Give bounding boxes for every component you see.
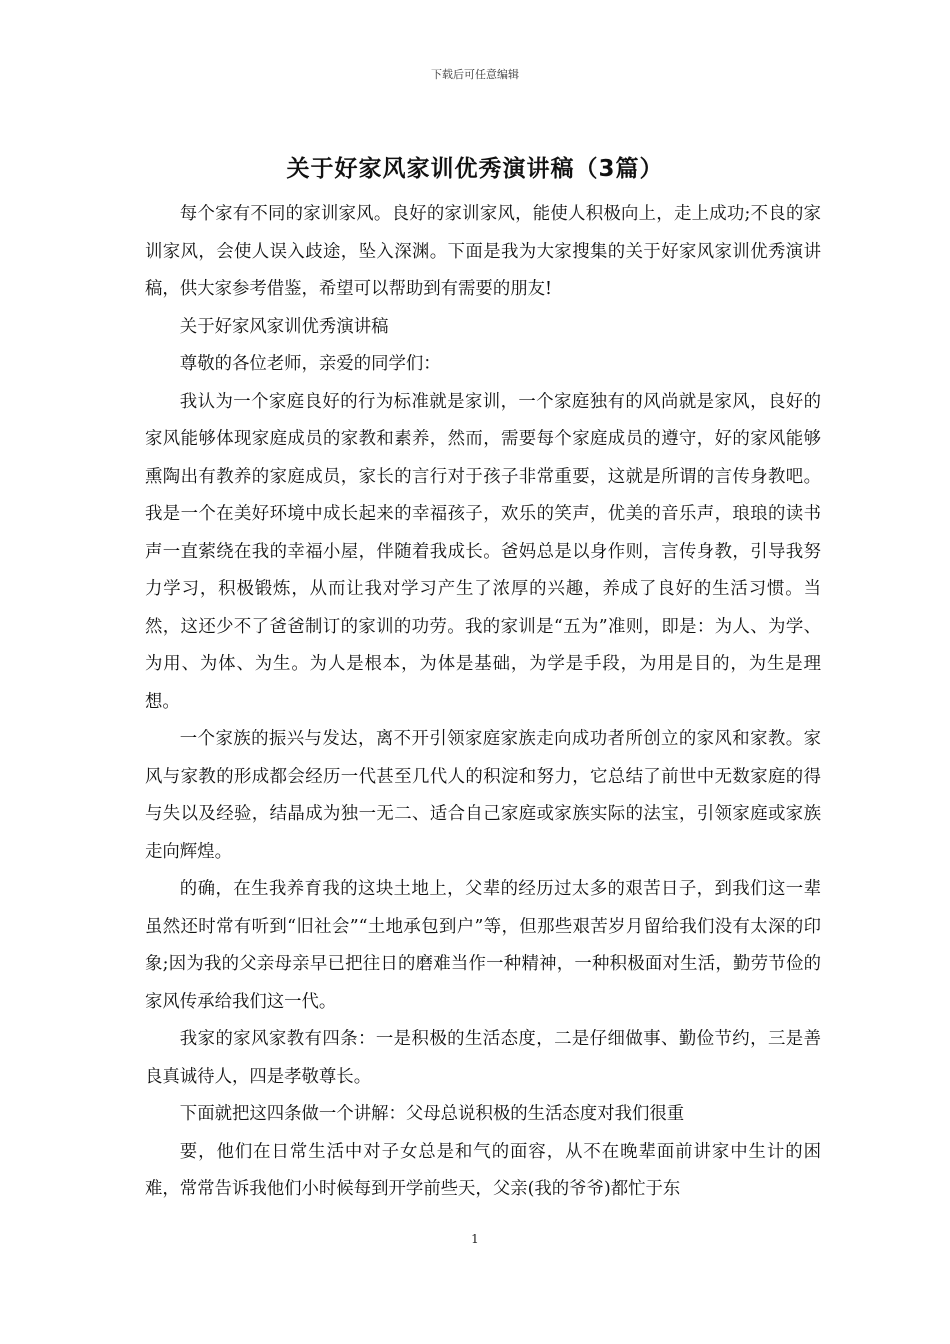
paragraph-body: 的确，在生我养育我的这块土地上，父辈的经历过太多的艰苦日子，到我们这一辈虽然还时常有听到“旧社会”“土地承包到户”等，但那些艰苦岁月留给我们没有太深的印象;因为我的父亲母亲早已把往日的磨难当作一种精神，一种积极面对生活，勤劳节俭的家风传承给我们这一代。 xyxy=(145,879,821,1012)
paragraph-body: 下面就把这四条做一个讲解：父母总说积极的生活态度对我们很重 xyxy=(179,1104,685,1124)
document-title: 关于好家风家训优秀演讲稿（3篇） xyxy=(286,156,664,182)
paragraph-intro: 每个家有不同的家训家风。良好的家训家风，能使人积极向上，走上成功;不良的家训家风，会使人误入歧途，坠入深渊。下面是我为大家搜集的关于好家风家训优秀演讲稿，供大家参考借鉴，希望可以帮助到有需要的朋友! xyxy=(145,204,821,299)
paragraph-body: 一个家族的振兴与发达，离不开引领家庭家族走向成功者所创立的家风和家教。家风与家教的形成都会经历一代甚至几代人的积淀和努力，它总结了前世中无数家庭的得与失以及经验，结晶成为独一无二、适合自己家庭或家族实际的法宝，引领家庭或家族走向辉煌。 xyxy=(145,729,821,862)
paragraph-subtitle: 关于好家风家训优秀演讲稿 xyxy=(179,316,389,337)
paragraph-body: 我认为一个家庭良好的行为标准就是家训，一个家庭独有的风尚就是家风，良好的家风能够体现家庭成员的家教和素养，然而，需要每个家庭成员的遵守，好的家风能够熏陶出有教养的家庭成员，家长的言行对于孩子非常重要，这就是所谓的言传身教吧。我是一个在美好环境中成长起来的幸福孩子，欢乐的笑声，优美的音乐声，琅琅的读书声一直萦绕在我的幸福小屋，伴随着我成长。爸妈总是以身作则，言传身教，引导我努力学习，积极锻炼，从而让我对学习产生了浓厚的兴趣，养成了良好的生活习惯。当然，这还少不了爸爸制订的家训的功劳。我的家训是“五为”准则，即是：为人、为学、为用、为体、为生。为人是根本，为体是基础，为学是手段，为用是目的，为生是理想。 xyxy=(145,391,821,712)
paragraph-body: 我家的家风家教有四条：一是积极的生活态度，二是仔细做事、勤俭节约，三是善良真诚待人，四是孝敬尊长。 xyxy=(145,1029,821,1087)
document-body xyxy=(145,196,821,1209)
paragraph-salutation: 尊敬的各位老师，亲爱的同学们： xyxy=(179,354,441,374)
page-header: 下载后可任意编辑 xyxy=(431,68,519,81)
paragraph-body-continued: 要，他们在日常生活中对子女总是和气的面容，从不在晚辈面前讲家中生计的困难，常常告诉我他们小时候每到开学前些天，父亲(我的爷爷)都忙于东 xyxy=(145,1141,821,1199)
page-number: 1 xyxy=(471,1232,479,1246)
